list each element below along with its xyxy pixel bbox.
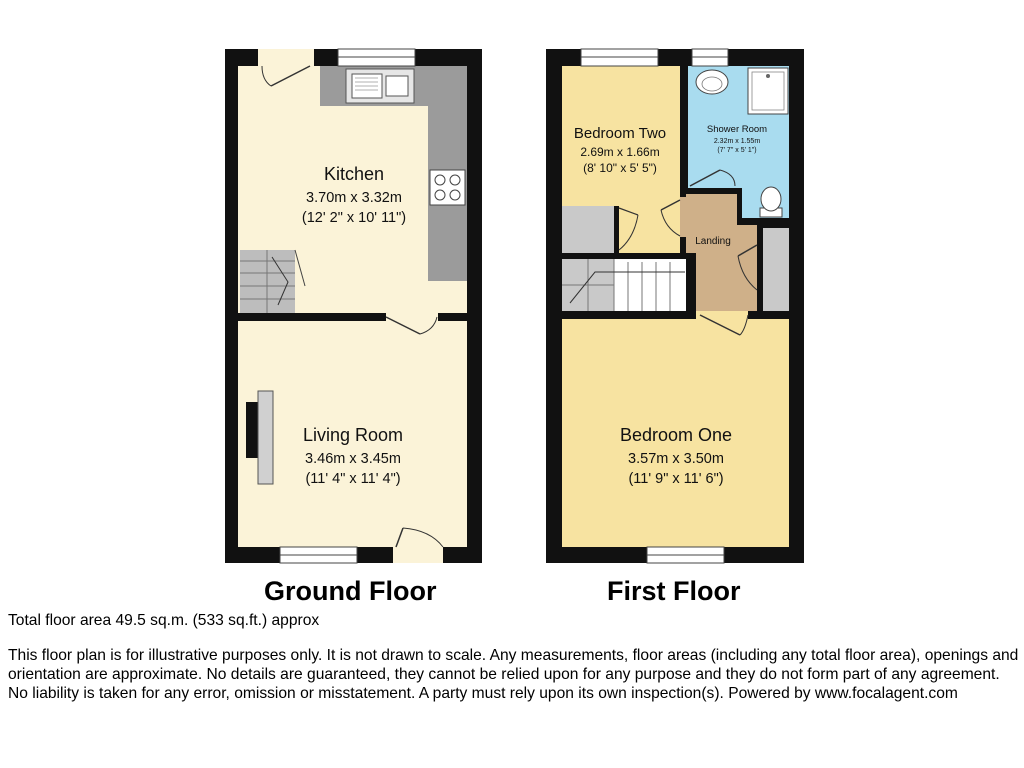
shower-room-imperial: (7' 7" x 5' 1") [717,147,757,154]
first-floor-title: First Floor [607,576,741,606]
ground-floor-plan [225,49,482,563]
bedroom-two-window [581,49,658,66]
sink-icon [346,69,414,103]
shower-room-window [692,49,728,66]
total-floor-area: Total floor area 49.5 sq.m. (533 sq.ft.) approx [8,612,320,629]
toilet-icon [760,187,782,217]
first-floor-stairs-icon [562,259,688,311]
stairs-top-wall [562,253,686,259]
shower-lower-wall [739,218,789,225]
kitchen-metric: 3.70m x 3.32m [306,190,402,206]
bedroom-two-label: Bedroom Two [573,125,667,142]
bedroom-two-shower-wall [680,66,688,194]
bedroom-two-cupboard [562,206,614,253]
shower-landing-wall-vertical [737,188,742,225]
bedroom-one-imperial: (11' 9" x 11' 6") [628,471,724,487]
landing-cupboard-wall [757,225,763,312]
living-room-metric: 3.46m x 3.45m [305,451,401,467]
bedroom-two-imperial: (8' 10" x 5' 5") [583,161,657,175]
shower-room-label: Shower Room [706,124,768,135]
first-floor-divider-wall [562,311,696,319]
living-room-label: Living Room [302,425,404,445]
landing-cupboard [763,228,789,312]
kitchen-window [338,49,415,66]
kitchen-label: Kitchen [323,164,385,184]
wash-basin-icon [696,70,728,94]
hob-icon [430,170,465,205]
first-floor-divider-wall-right [748,311,789,319]
bedroom-one-label: Bedroom One [619,425,733,445]
bedroom-two-metric: 2.69m x 1.66m [580,145,660,159]
disclaimer-text: This floor plan is for illustrative purposes only. It is not drawn to scale. Any measurements, floor areas (including any total floor area), openings and orientation are approximate. No details are guaranteed, they cannot be relied upon for any purpose and they do not form part of any agreement. No liability is taken for any error, omission or misstatement. A party must rely upon its own inspection(s). Powered by www.focalagent.com [8,647,1019,702]
kitchen-living-wall-right [438,313,467,321]
stairs-landing-wall [686,253,696,311]
first-floor-plan [546,49,804,563]
landing-label: Landing [695,236,731,247]
living-room-imperial: (11' 4" x 11' 4") [305,471,401,487]
shower-tray-icon [748,68,788,114]
shower-landing-wall [686,188,741,194]
bedroom-one-window [647,547,724,563]
living-room-window [280,547,357,563]
kitchen-living-wall [238,313,386,321]
bedroom-one-metric: 3.57m x 3.50m [628,451,724,467]
shower-room-metric: 2.32m x 1.55m [713,138,761,145]
kitchen-imperial: (12' 2" x 10' 11") [301,210,407,226]
bedroom-two-cupboard-wall [614,206,619,253]
ground-floor-title: Ground Floor [264,576,437,606]
